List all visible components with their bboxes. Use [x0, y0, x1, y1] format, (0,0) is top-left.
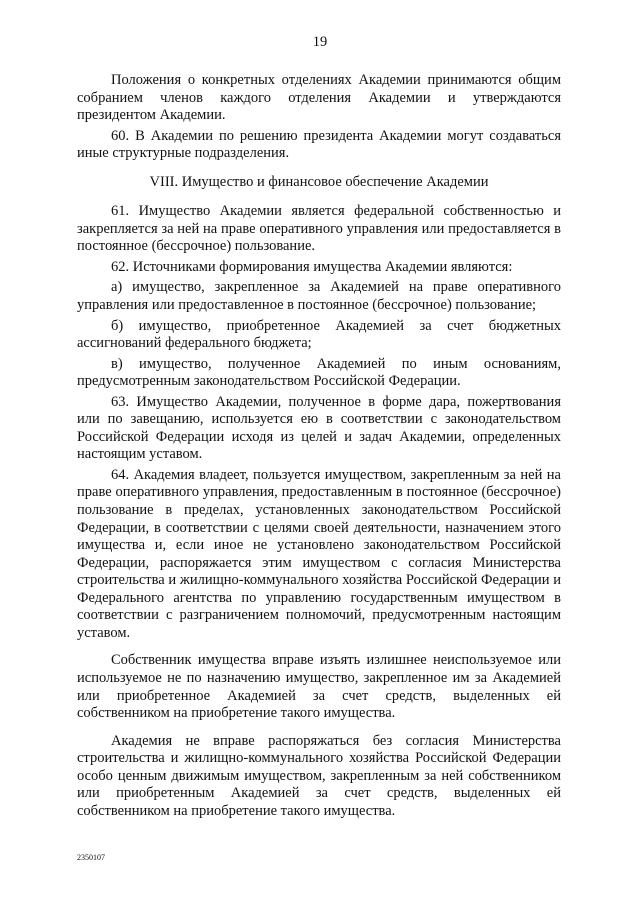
paragraph-owner-withdrawal: Собственник имущества вправе изъять излишнее неиспользуемое или используемое не по назначению имущество, закрепленное им за Академией или приобретенное Академией за счет средств, выделенных ей собственником на приобретение такого имущества.	[77, 652, 561, 722]
section-heading: VIII. Имущество и финансовое обеспечение Академии	[149, 173, 489, 190]
paragraph-62-a: а) имущество, закрепленное за Академией на праве оперативного управления или предоставленное в постоянное (бессрочное) пользование;	[77, 279, 561, 314]
paragraph-64: 64. Академия владеет, пользуется имуществом, закрепленным за ней на праве оперативного управления, предоставленным в постоянное (бессрочное) пользование в пределах, установленных законодательством Российской Федерации, в соответствии с целями своей деятельности, назначением этого имущества и, если иное не установлено законодательством Российской Федерации, распоряжается этим имуществом с согласия Министерства строительства и жилищно-коммунального хозяйства Российской Федерации и Федерального агентства по управлению государственным имуществом в соответствии с разграничением полномочий, предусмотренным настоящим уставом.	[77, 466, 561, 641]
paragraph-disposal-restriction: Академия не вправе распоряжаться без согласия Министерства строительства и жилищно-коммунального хозяйства Российской Федерации особо ценным движимым имуществом, закрепленным за ней собственником или приобретенным Академией за счет средств, выделенных ей собственником на приобретение такого имущества.	[77, 732, 561, 819]
paragraph-62: 62. Источниками формирования имущества Академии являются:	[111, 258, 513, 275]
page-number: 19	[312, 34, 328, 50]
paragraph-60: 60. В Академии по решению президента Академии могут создаваться иные структурные подразделения.	[77, 127, 561, 162]
paragraph-departments-regulations: Положения о конкретных отделениях Академии принимаются общим собранием членов каждого отделения Академии и утверждаются президентом Академии.	[77, 72, 561, 124]
paragraph-61: 61. Имущество Академии является федеральной собственностью и закрепляется за ней на праве оперативного управления или предоставляется в постоянное (бессрочное) пользование.	[77, 203, 561, 255]
document-code: 2350107	[77, 853, 105, 862]
document-body	[77, 72, 561, 820]
paragraph-62-c: в) имущество, полученное Академией по иным основаниям, предусмотренным законодательством Российской Федерации.	[77, 355, 561, 390]
paragraph-62-b: б) имущество, приобретенное Академией за счет бюджетных ассигнований федерального бюджета;	[77, 317, 561, 352]
paragraph-63: 63. Имущество Академии, полученное в форме дара, пожертвования или по завещанию, используется ею в соответствии с законодательством Российской Федерации исходя из целей и задач Академии, определенных настоящим уставом.	[77, 393, 561, 463]
